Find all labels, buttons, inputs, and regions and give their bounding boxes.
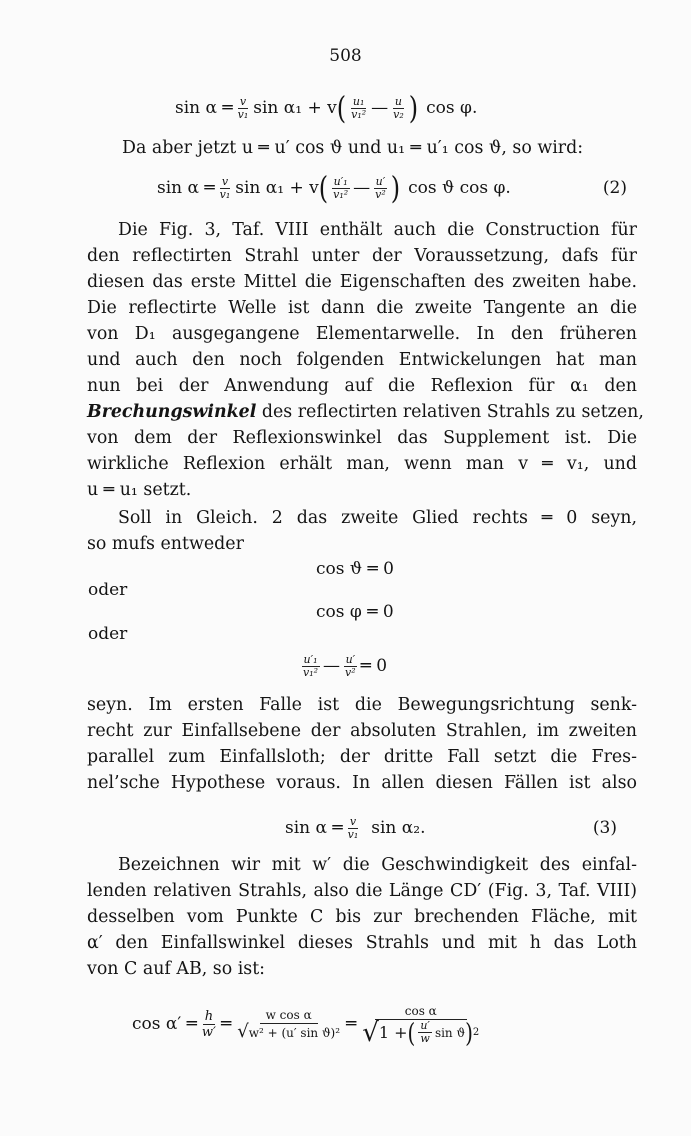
eq1-pfrac1: $\frac{\text{u₁}}{\text{v₁²}}$	[351, 94, 367, 121]
para1-line: von D₁ ausgegangene Elementarwelle. In den früheren	[87, 324, 637, 344]
oder-2: oder	[88, 624, 128, 644]
eq4-frac3: cos α √ 1 + ( $\frac{u'}{w}$ sin ϑ ) 2	[362, 1004, 480, 1049]
equation-1	[175, 88, 477, 128]
eq2-pfrac1: $\frac{\text{u′₁}}{\text{v₁²}}$	[333, 174, 349, 201]
eq2-tail: cos ϑ cos φ.	[408, 178, 511, 198]
para3-line: recht zur Einfallsebene der absoluten Strahlen, im zweiten	[87, 721, 637, 741]
cond3-frac1: $\frac{\text{u′₁}}{\text{v₁²}}$	[303, 652, 319, 679]
oder-1: oder	[88, 580, 128, 600]
eq4-frac2: $\frac{\text{w cos α}}{\text{√w² + (u′ sin ϑ)²}}$	[237, 1008, 341, 1042]
condition-2: cos φ ═ 0	[316, 602, 394, 622]
para1-line: von dem der Reflexionswinkel das Supplement ist. Die	[87, 428, 637, 448]
equation-4	[132, 992, 485, 1056]
eq3-lhs: sin α ═	[285, 818, 343, 838]
emphasis-brechungswinkel: Brechungswinkel	[87, 402, 257, 422]
eq4-sqrt-2: √ 1 + ( $\frac{u'}{w}$ sin ϑ ) 2	[362, 1016, 480, 1049]
para1-line: Die Fig. 3, Taf. VIII enthält auch die Construction für	[118, 220, 637, 240]
eq2-pfrac2: $\frac{u'}{\text{v²}}$	[375, 174, 386, 201]
eq4-equals-1: ═	[220, 1014, 232, 1034]
cond3-frac2: $\frac{u'}{\text{v²}}$	[345, 652, 356, 679]
eq2-minus: —	[353, 178, 371, 198]
eq2-label: (2)	[602, 178, 627, 198]
cond3-minus: —	[323, 656, 341, 676]
para1-line: diesen das erste Mittel die Eigenschaften des zweiten habe.	[87, 272, 637, 292]
eq2-lparen: (	[318, 169, 329, 207]
equation-3	[285, 808, 617, 848]
para3-line: seyn. Im ersten Falle ist die Bewegungsrichtung senk-	[87, 695, 637, 715]
eq2-mid: sin α₁ + v	[235, 178, 319, 198]
para1-line: Die reflectirte Welle ist dann die zweite Tangente an die	[87, 298, 637, 318]
eq1-fraction: $\frac{v}{\text{v₁}}$	[237, 94, 249, 121]
para4-line: desselben vom Punkte C bis zur brechenden Fläche, mit	[87, 907, 637, 927]
para3-line: nel’sche Hypothese voraus. In allen diesen Fällen ist also	[87, 773, 637, 793]
eq4-frac1: $\frac{h}{w'}$	[201, 1008, 216, 1040]
para4-line: von C auf AB, so ist:	[87, 959, 266, 979]
cond3-rhs: ═ 0	[360, 656, 388, 676]
eq3-fraction: $\frac{v}{\text{v₁}}$	[347, 814, 359, 841]
para1-line: nun bei der Anwendung auf die Reflexion für α₁ den	[87, 376, 637, 396]
eq4-equals-2: ═	[346, 1014, 357, 1034]
para2-line: so mufs entweder	[87, 534, 244, 554]
para2-line: Soll in Gleich. 2 das zweite Glied rechts ═ 0 seyn,	[118, 508, 637, 528]
equation-2	[157, 168, 627, 208]
para4-line: lenden relativen Strahls, also die Länge CD′ (Fig. 3, Taf. VIII)	[87, 881, 637, 901]
eq1-rparen: )	[408, 89, 419, 127]
para1-line: den reflectirten Strahl unter der Voraussetzung, dafs für	[87, 246, 637, 266]
eq1-minus: —	[371, 98, 389, 118]
eq1-tail: cos φ.	[426, 98, 478, 118]
para3-line: parallel zum Einfallsloth; der dritte Fall setzt die Fres-	[87, 747, 637, 767]
eq3-tail: sin α₂.	[371, 818, 426, 838]
para4-line: Bezeichnen wir mit w′ die Geschwindigkeit des einfal-	[118, 855, 637, 875]
eq1-mid: sin α₁ + v	[253, 98, 337, 118]
text-line-da: Da aber jetzt u ═ u′ cos ϑ und u₁ ═ u′₁ cos ϑ, so wird:	[122, 138, 584, 158]
page-number: 508	[329, 46, 362, 66]
condition-1: cos ϑ ═ 0	[316, 559, 394, 579]
eq1-lparen: (	[336, 89, 347, 127]
eq1-lhs: sin α ═	[175, 98, 233, 118]
para1-line: und auch den noch folgenden Entwickelungen hat man	[87, 350, 637, 370]
para1-line: wirkliche Reflexion erhält man, wenn man v ═ v₁, und	[87, 454, 637, 474]
condition-3	[298, 646, 387, 686]
para4-line: α′ den Einfallswinkel dieses Strahls und mit h das Loth	[87, 933, 637, 953]
eq1-pfrac2: $\frac{u}{\text{v₂}}$	[393, 94, 404, 121]
eq2-lhs: sin α ═	[157, 178, 215, 198]
eq4-lhs: cos α′ ═	[132, 1014, 197, 1034]
para1-line: u ═ u₁ setzt.	[87, 480, 192, 500]
eq2-fraction: $\frac{v}{\text{v₁}}$	[219, 174, 231, 201]
eq4-sqrt-1: √w² + (u′ sin ϑ)²	[237, 1021, 341, 1042]
eq3-label: (3)	[592, 818, 617, 838]
para1-line: Brechungswinkel des reflectirten relativen Strahls zu setzen,	[87, 402, 644, 422]
eq2-rparen: )	[390, 169, 401, 207]
